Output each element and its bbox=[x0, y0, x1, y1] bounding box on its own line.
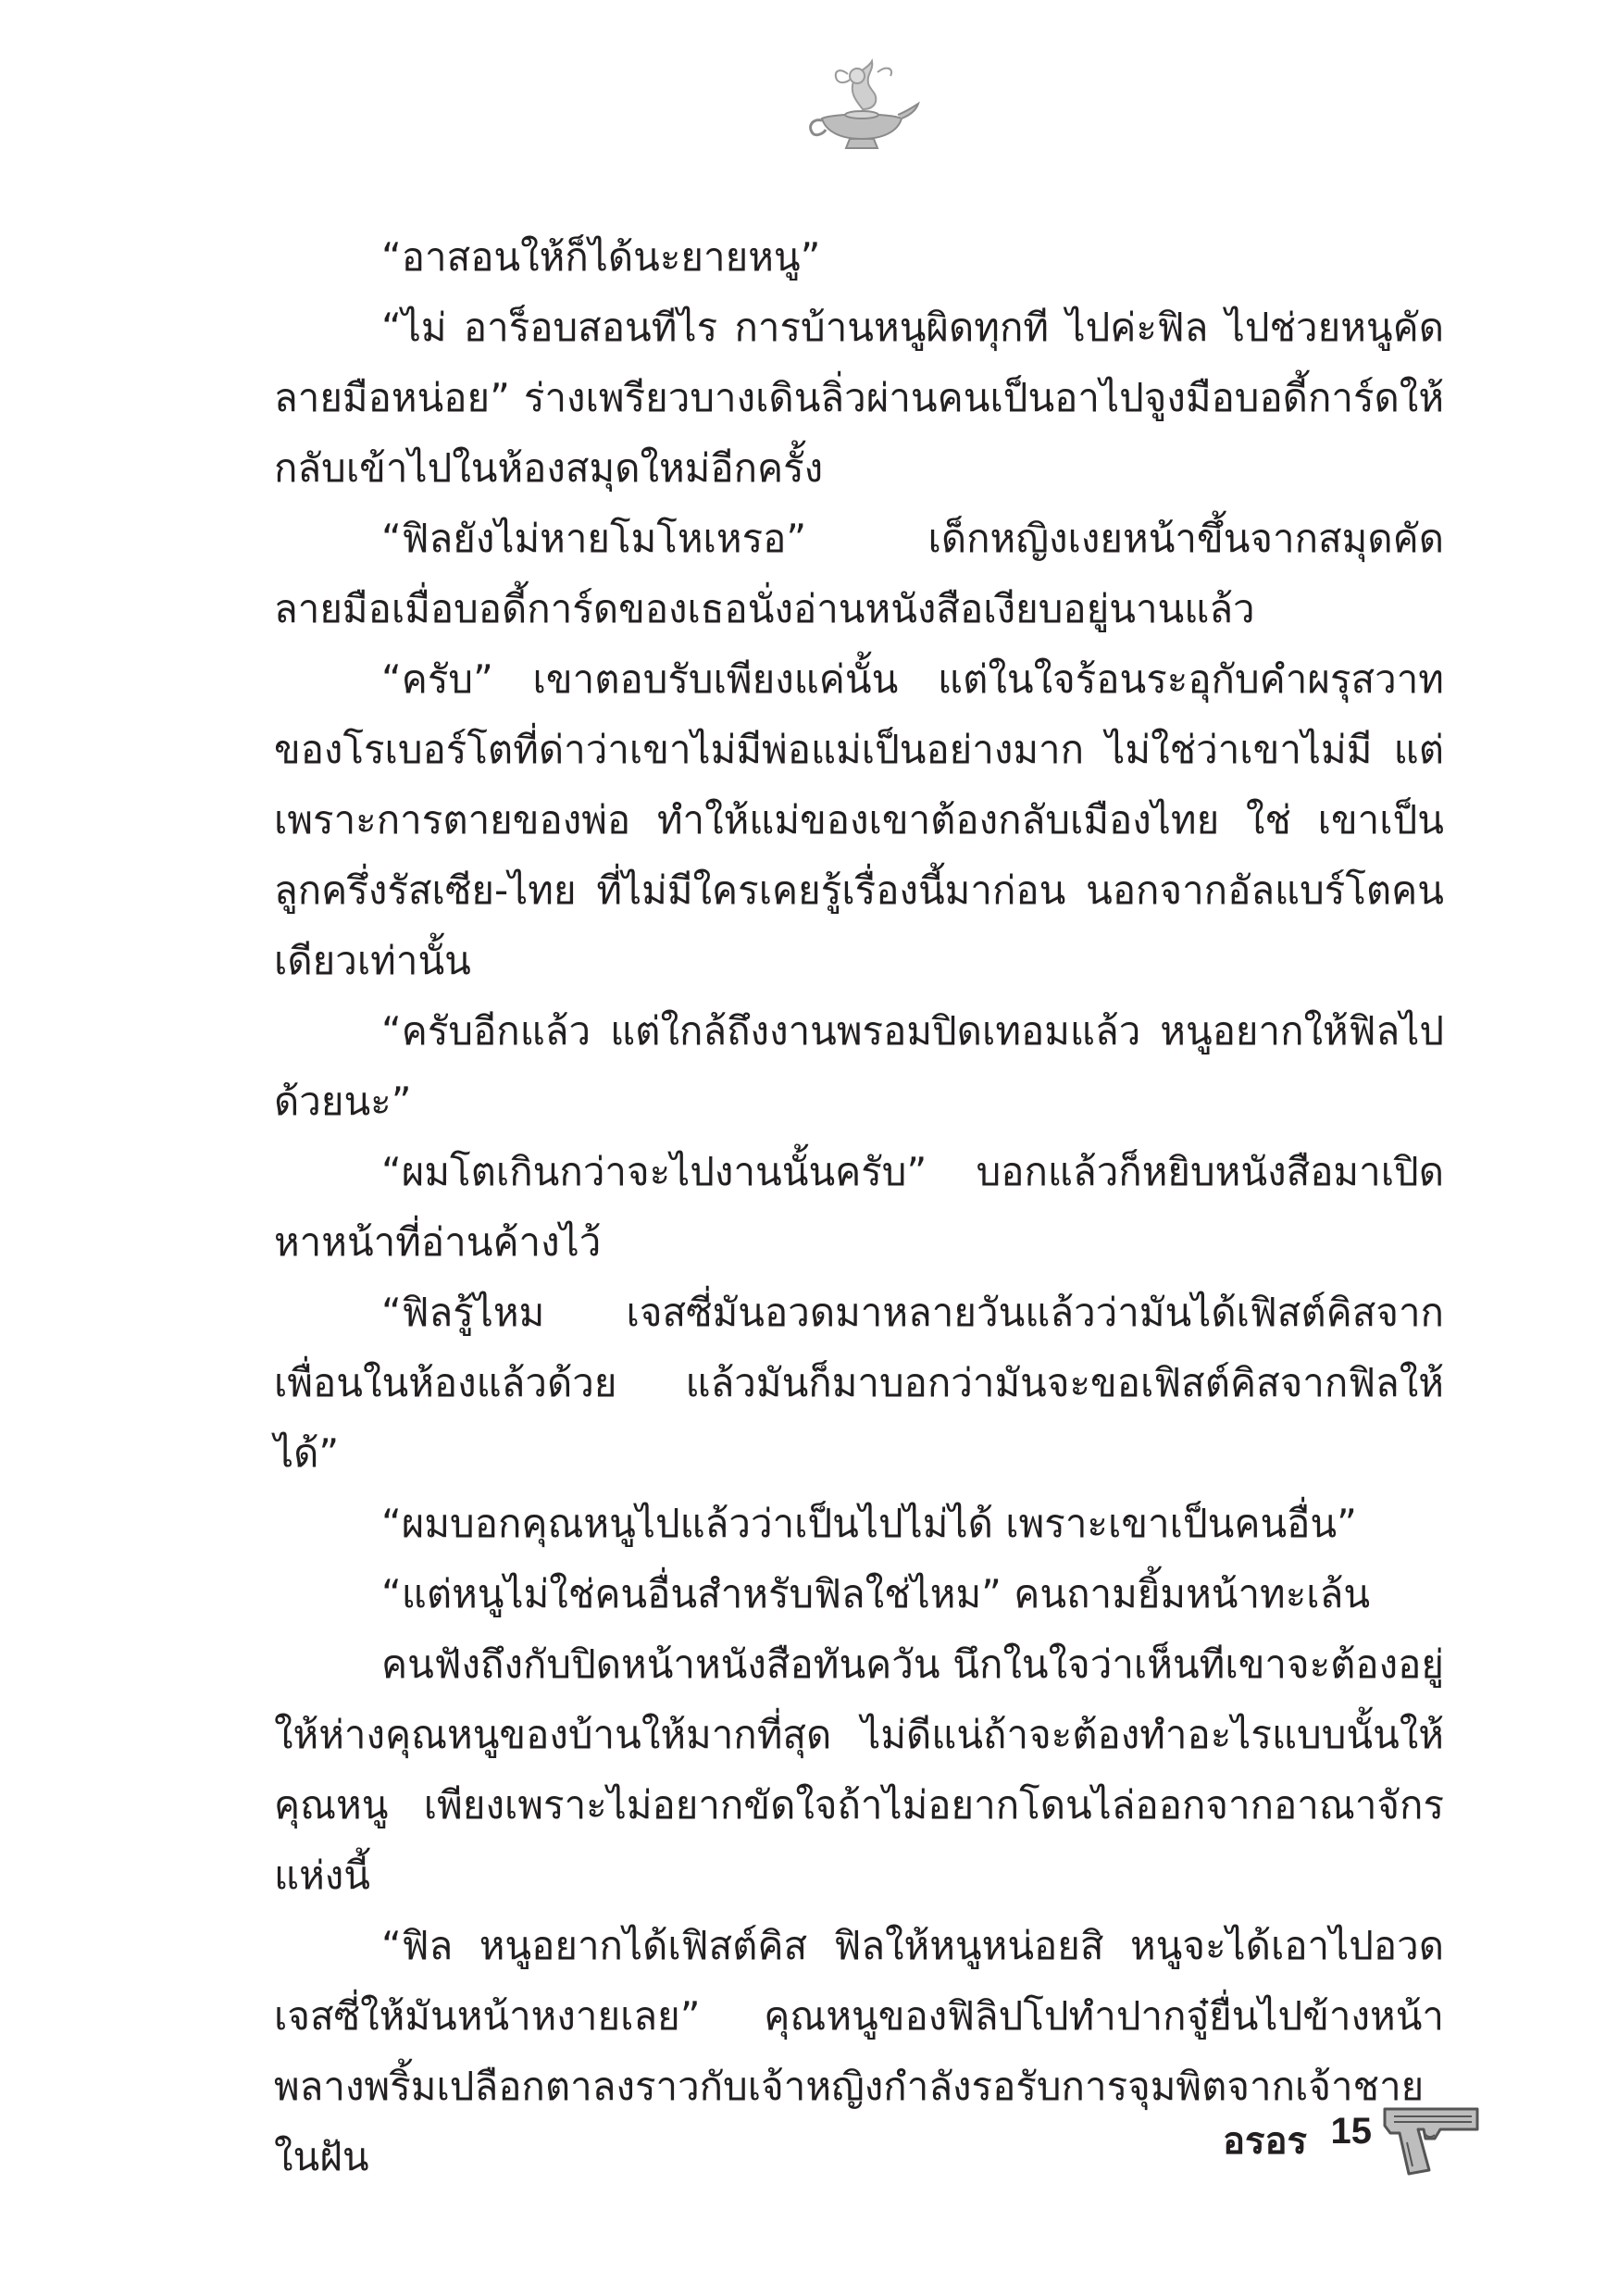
paragraph: “ฟิลยังไม่หายโมโหเหรอ” เด็กหญิงเงยหน้าขึ้นจากสมุดคัดลายมือเมื่อบอดี้การ์ดของเธอนั่งอ่านหนังสือเงียบอยู่นานแล้ว bbox=[274, 516, 1444, 631]
paragraph: “อาสอนให้ก็ได้นะยายหนู” bbox=[381, 234, 821, 280]
paragraph: “ฟิล หนูอยากได้เฟิสต์คิส ฟิลให้หนูหน่อยสิ หนูจะได้เอาไปอวดเจสซี่ให้มันหน้าหงายเลย” คุณหนูของฟิลิปโปทำปากจู๋ยื่นไปข้างหน้า พลางพริ้มเปลือกตาลงราวกับเจ้าหญิงกำลังรอรับการจุมพิตจากเจ้าชายในฝัน bbox=[274, 1923, 1444, 2179]
paragraph: “ครับอีกแล้ว แต่ใกล้ถึงงานพรอมปิดเทอมแล้ว หนูอยากให้ฟิลไปด้วยนะ” bbox=[274, 1008, 1444, 1124]
author-name: อรอร bbox=[1222, 2120, 1307, 2163]
paragraph: “ฟิลรู้ไหม เจสซี่มันอวดมาหลายวันแล้วว่ามันได้เฟิสต์คิสจากเพื่อนในห้องแล้วด้วย แล้วมันก็มาบอกว่ามันจะขอเฟิสต์คิสจากฟิลให้ได้” bbox=[274, 1290, 1444, 1476]
paragraph: “แต่หนูไม่ใช่คนอื่นสำหรับฟิลใช่ไหม” คนถามยิ้มหน้าทะเล้น bbox=[381, 1571, 1371, 1616]
page-footer bbox=[1166, 2102, 1481, 2176]
body-text bbox=[274, 222, 1444, 2192]
pistol-icon bbox=[1381, 2102, 1481, 2176]
paragraph: “ครับ” เขาตอบรับเพียงแค่นั้น แต่ในใจร้อนระอุกับคำผรุสวาทของโรเบอร์โตที่ด่าว่าเขาไม่มีพ่อแม่เป็นอย่างมาก ไม่ใช่ว่าเขาไม่มี แต่เพราะการตายของพ่อ ทำให้แม่ของเขาต้องกลับเมืองไทย ใช่ เขาเป็นลูกครึ่งรัสเซีย-ไทย ที่ไม่มีใครเคยรู้เรื่องนี้มาก่อน นอกจากอัลแบร์โตคนเดียวเท่านั้น bbox=[274, 656, 1444, 983]
paragraph: “ผมโตเกินกว่าจะไปงานนั้นครับ” บอกแล้วก็หยิบหนังสือมาเปิดหาหน้าที่อ่านค้างไว้ bbox=[274, 1149, 1444, 1265]
paragraph: “ผมบอกคุณหนูไปแล้วว่าเป็นไปไม่ได้ เพราะเขาเป็นคนอื่น” bbox=[381, 1501, 1357, 1546]
genie-lamp-icon bbox=[802, 54, 922, 156]
page-number: 15 bbox=[1330, 2111, 1372, 2152]
paragraph: “ไม่ อาร็อบสอนทีไร การบ้านหนูผิดทุกที ไปค่ะฟิล ไปช่วยหนูคัดลายมือหน่อย” ร่างเพรียวบางเดินลิ่วผ่านคนเป็นอาไปจูงมือบอดี้การ์ดให้กลับเข้าไปในห้องสมุดใหม่อีกครั้ง bbox=[274, 305, 1444, 491]
paragraph: คนฟังถึงกับปิดหน้าหนังสือทันควัน นึกในใจว่าเห็นทีเขาจะต้องอยู่ให้ห่างคุณหนูของบ้านให้มากที่สุด ไม่ดีแน่ถ้าจะต้องทำอะไรแบบนั้นให้คุณหนู เพียงเพราะไม่อยากขัดใจถ้าไม่อยากโดนไล่ออกจากอาณาจักรแห่งนี้ bbox=[274, 1641, 1444, 1898]
